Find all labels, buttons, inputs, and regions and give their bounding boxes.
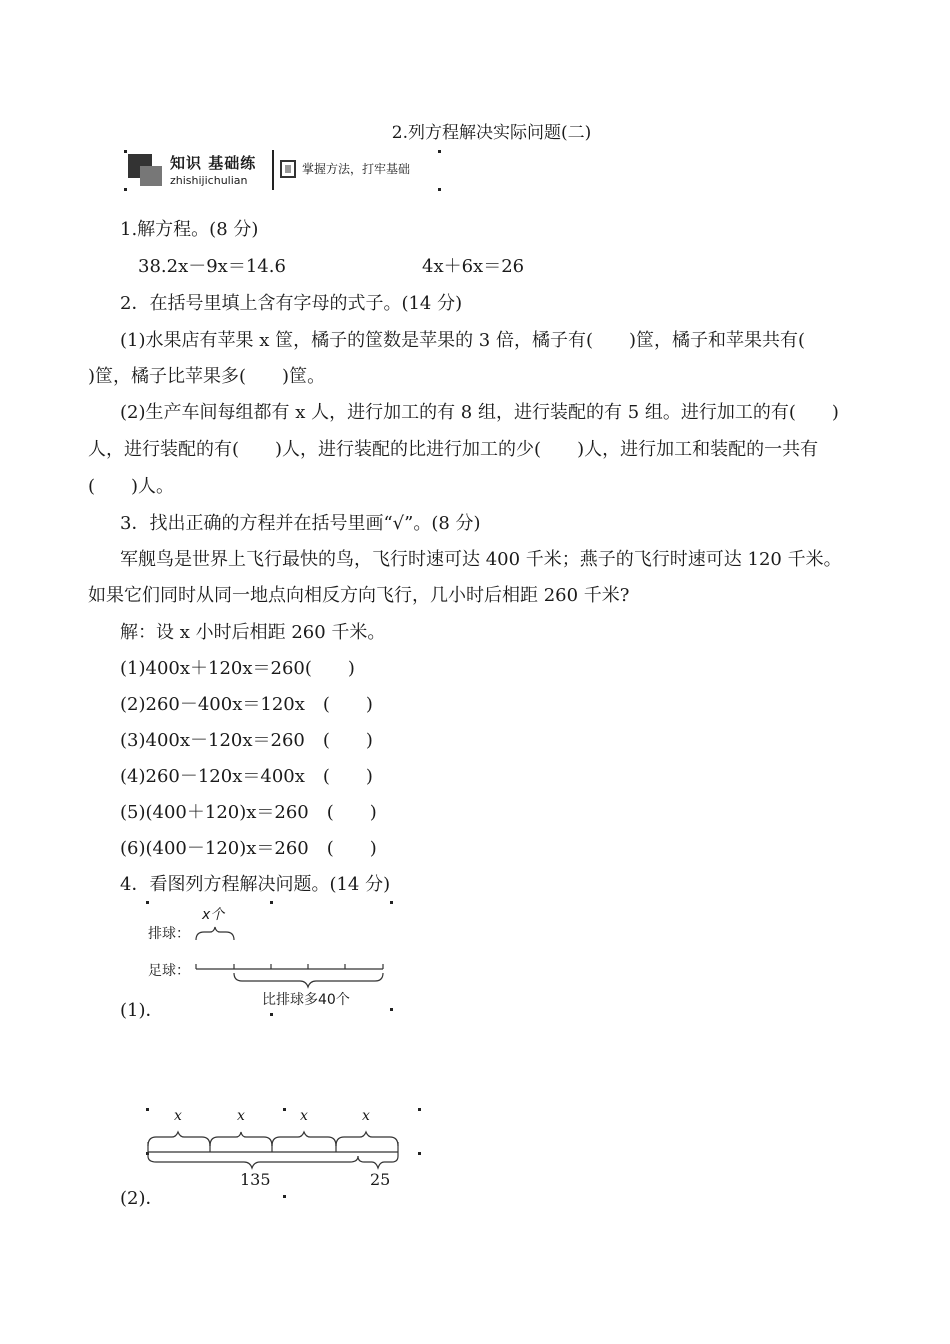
q2-part2-line3: ( )人。	[88, 476, 175, 497]
q2-part1-line2: )筐，橘子比苹果多( )筐。	[88, 366, 326, 387]
section-name: 知识 基础练	[170, 154, 257, 172]
d2-x-label: x	[237, 1108, 245, 1124]
d1-row2-label: 足球：	[148, 963, 190, 979]
q2-part2-line1: (2)生产车间每组都有 x 人，进行加工的有 8 组，进行装配的有 5 组。进行加工的有( )	[120, 402, 839, 423]
q3-option: (5)(400＋120)x＝260 ( )	[120, 802, 377, 823]
page-title: 2.列方程解决实际问题(二)	[391, 123, 592, 143]
q2-part2-line2: 人，进行装配的有( )人，进行装配的比进行加工的少( )人，进行加工和装配的一共有	[88, 439, 819, 460]
q3-solution: 解：设 x 小时后相距 260 千米。	[120, 622, 386, 643]
q3-text-line2: 如果它们同时从同一地点向相反方向飞行，几小时后相距 260 千米?	[88, 585, 630, 606]
q1-equation-right: 4x＋6x＝26	[422, 256, 525, 277]
q3-option: (4)260－120x＝400x ( )	[120, 766, 373, 787]
d1-number: (1)．	[120, 1000, 164, 1021]
d2-label-25: 25	[370, 1170, 391, 1189]
q2-heading: 2．在括号里填上含有字母的式子。(14 分)	[120, 293, 463, 314]
section-pinyin: zhishijichulian	[170, 174, 248, 187]
q3-option: (1)400x＋120x＝260( )	[120, 658, 355, 679]
d2-x-label: x	[174, 1108, 182, 1124]
q3-heading: 3．找出正确的方程并在括号里画“√”。(8 分)	[120, 513, 481, 534]
q1-equation-left: 38.2x－9x＝14.6	[138, 256, 286, 277]
d1-top-label: x个	[202, 907, 225, 923]
d2-x-label: x	[300, 1108, 308, 1124]
q2-part1-line1: (1)水果店有苹果 x 筐，橘子的筐数是苹果的 3 倍，橘子有( )筐，橘子和苹果共有(	[120, 330, 806, 351]
d2-bars	[140, 1124, 410, 1172]
d2-label-135: 135	[240, 1170, 271, 1189]
d2-number: (2)．	[120, 1188, 164, 1209]
q4-heading: 4．看图列方程解决问题。(14 分)	[120, 874, 391, 895]
d2-x-label: x	[362, 1108, 370, 1124]
q3-option: (2)260－400x＝120x ( )	[120, 694, 373, 715]
q3-text-line1: 军舰鸟是世界上飞行最快的鸟，飞行时速可达 400 千米；燕子的飞行时速可达 120 千米。	[120, 549, 842, 570]
q3-option: (6)(400－120)x＝260 ( )	[120, 838, 377, 859]
d1-row1-label: 排球：	[148, 926, 190, 942]
d1-bottom-label: 比排球多40个	[262, 992, 350, 1008]
q3-option: (3)400x－120x＝260 ( )	[120, 730, 373, 751]
banner-slogan: 掌握方法，打牢基础	[302, 162, 411, 176]
q1-heading: 1.解方程。(8 分)	[120, 219, 259, 240]
